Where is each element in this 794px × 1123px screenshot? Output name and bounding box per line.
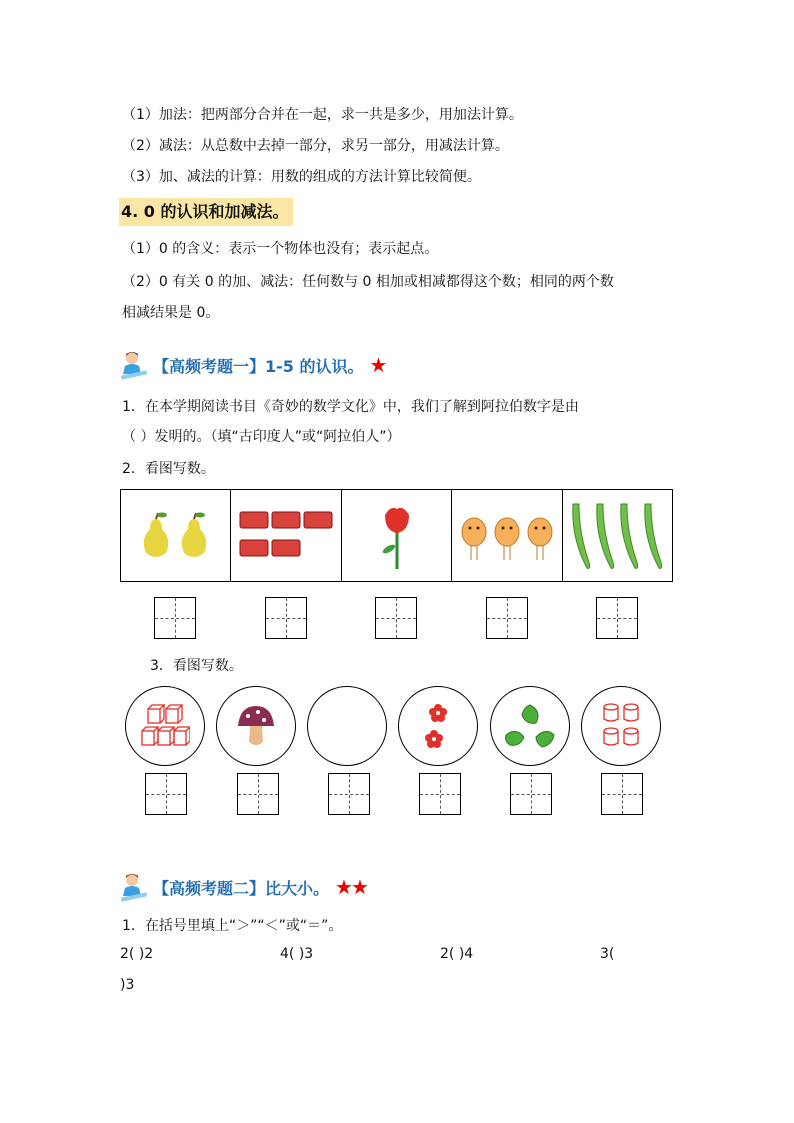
rule-calculation: （3）加、减法的计算：用数的组成的方法计算比较简便。: [122, 169, 481, 185]
answer-box-10[interactable]: [510, 773, 552, 815]
pencil-sharpener-icon: [272, 540, 300, 556]
pencil-sharpener-icon: [240, 540, 268, 556]
zero-meaning: （1）0 的含义：表示一个物体也没有；表示起点。: [122, 241, 439, 257]
circle-flowers: [398, 686, 478, 766]
mushroom-icon: [236, 704, 276, 748]
compare-item-1[interactable]: 2( )2: [120, 946, 154, 962]
rose-icon: [377, 501, 417, 571]
pea-pod-icon: [597, 504, 614, 568]
pear-cell: [121, 490, 231, 581]
answer-box-2[interactable]: [265, 597, 307, 639]
topic-2-heading: [119, 872, 367, 902]
circle-cylinders: [581, 686, 661, 766]
answer-box-6[interactable]: [145, 773, 187, 815]
flower-icon: [429, 704, 447, 722]
chick-icon: [462, 518, 486, 560]
answer-box-5[interactable]: [596, 597, 638, 639]
cylinder-icon: [624, 728, 638, 745]
leaf-icon: [522, 705, 538, 723]
cylinder-icon: [624, 704, 638, 721]
rose-cell: [342, 490, 452, 581]
chick-icon: [528, 518, 552, 560]
leaf-icon: [506, 731, 525, 745]
answer-box-9[interactable]: [419, 773, 461, 815]
question-3: 3．看图写数。: [150, 658, 243, 674]
compare-item-4-end: )3: [120, 977, 135, 993]
answer-box-3[interactable]: [375, 597, 417, 639]
pencil-sharpener-icon: [240, 512, 268, 528]
circle-mushroom: [216, 686, 296, 766]
cylinder-icon: [604, 704, 618, 721]
pea-pod-icon: [645, 504, 662, 568]
pea-pod-icon: [621, 504, 638, 568]
difficulty-stars: ★: [369, 353, 386, 377]
leaf-icon: [536, 731, 554, 747]
rule-subtraction: （2）减法：从总数中去掉一部分，求另一部分，用减法计算。: [122, 138, 509, 154]
compare-item-2[interactable]: 4( )3: [280, 946, 314, 962]
pear-icon: [143, 512, 168, 557]
pear-icon: [181, 512, 206, 557]
question-2: 2．看图写数。: [122, 461, 215, 477]
answer-box-1[interactable]: [154, 597, 196, 639]
sharpener-cell: [231, 490, 341, 581]
cube-icon: [142, 727, 158, 745]
difficulty-stars: ★★: [335, 875, 367, 899]
chick-icon: [495, 518, 519, 560]
cube-icon: [148, 705, 164, 723]
child-writing-icon: [119, 872, 149, 902]
pea-pod-icon: [573, 504, 590, 568]
chick-cell: [452, 490, 562, 581]
circle-leaves: [490, 686, 570, 766]
picture-table: [120, 489, 673, 582]
question-1-line-1: 1．在本学期阅读书目《奇妙的数学文化》中，我们了解到阿拉伯数字是由: [122, 399, 579, 415]
question-1-line-2: （ ）发明的。（填“古印度人”或“阿拉伯人”）: [122, 429, 401, 445]
compare-item-3[interactable]: 2( )4: [440, 946, 474, 962]
child-writing-icon: [119, 350, 149, 380]
compare-instruction: 1．在括号里填上“＞”“＜”或“＝”。: [122, 918, 343, 934]
pencil-sharpener-icon: [304, 512, 332, 528]
cylinder-icon: [604, 728, 618, 745]
zero-operations-cont: 相减结果是 0。: [122, 305, 220, 321]
answer-box-11[interactable]: [601, 773, 643, 815]
rule-addition: （1）加法：把两部分合并在一起，求一共是多少，用加法计算。: [122, 107, 523, 123]
pencil-sharpener-icon: [272, 512, 300, 528]
section-4-title: 4. 0 的认识和加减法。: [119, 198, 293, 226]
circle-cubes: [125, 686, 205, 766]
cube-icon: [174, 727, 190, 745]
zero-operations: （2）0 有关 0 的加、减法：任何数与 0 相加或相减都得这个数；相同的两个数: [122, 274, 614, 290]
answer-box-7[interactable]: [237, 773, 279, 815]
compare-item-4[interactable]: 3(: [600, 946, 615, 962]
topic-1-heading: [119, 350, 385, 380]
answer-box-8[interactable]: [328, 773, 370, 815]
topic-1-title: 【高频考题一】1-5 的认识。: [153, 356, 364, 376]
answer-box-4[interactable]: [486, 597, 528, 639]
circle-empty: [307, 686, 387, 766]
flower-icon: [425, 730, 443, 748]
topic-2-title: 【高频考题二】比大小。: [153, 878, 330, 898]
cube-icon: [166, 705, 182, 723]
pea-cell: [563, 490, 672, 581]
cube-icon: [158, 727, 174, 745]
